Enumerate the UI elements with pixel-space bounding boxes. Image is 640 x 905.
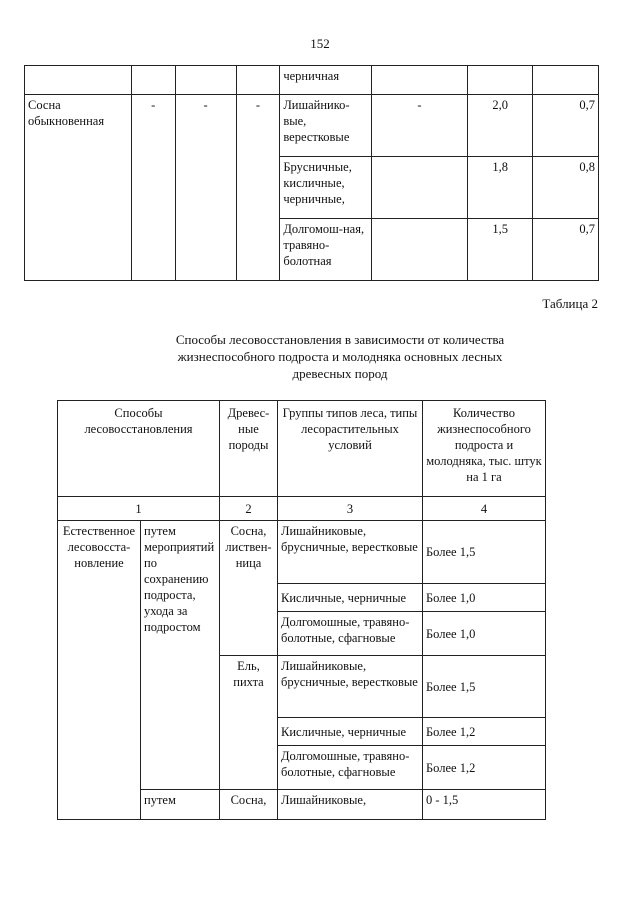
table-cell (25, 66, 132, 95)
forest-type-cell: Кисличные, черничные (278, 584, 423, 612)
table-cell (236, 66, 280, 95)
table-title (90, 331, 590, 382)
forest-type-cell: Лишайниковые, (278, 790, 423, 820)
species-cell: Сосна, листвен-ница (220, 521, 278, 656)
table-caption: Таблица 2 (542, 296, 598, 311)
header-methods: Способы лесовосстановления (58, 401, 220, 497)
count-cell: Более 1,0 (423, 584, 546, 612)
species-cell: Сосна, (220, 790, 278, 820)
count-cell: 0 - 1,5 (423, 790, 546, 820)
value-cell: 1,5 (468, 219, 533, 281)
forest-type-cell: черничная (280, 66, 372, 95)
reforestation-table (57, 400, 546, 820)
forest-type-cell: Долгомош-ная, травяно-болотная (280, 219, 372, 281)
value-cell (371, 157, 467, 219)
forest-type-cell: Кисличные, черничные (278, 718, 423, 746)
method-cell: путем (141, 790, 220, 820)
forest-type-cell: Лишайнико-вые, верестковые (280, 95, 372, 157)
page-number: 152 (310, 36, 330, 51)
species-cell: Сосна обыкновенная (25, 95, 132, 281)
value-cell: 2,0 (468, 95, 533, 157)
forest-type-cell: Лишайниковые, брусничные, верестковые (278, 521, 423, 584)
table-row (58, 521, 546, 584)
forest-type-cell: Брусничные, кисличные, черничные, (280, 157, 372, 219)
count-cell: Более 1,0 (423, 612, 546, 656)
table-cell (468, 66, 533, 95)
column-number: 1 (58, 497, 220, 521)
count-cell: Более 1,5 (423, 521, 546, 584)
count-cell: Более 1,2 (423, 746, 546, 790)
species-cell: Ель, пихта (220, 656, 278, 790)
dash-cell: - (131, 95, 175, 281)
value-cell: 0,8 (533, 157, 599, 219)
column-number: 4 (423, 497, 546, 521)
dash-cell: - (175, 95, 236, 281)
natural-regeneration-cell: Естественное лесовосста-новление (58, 521, 141, 820)
dash-cell: - (236, 95, 280, 281)
value-cell: 1,8 (468, 157, 533, 219)
table-row (25, 66, 599, 95)
table-cell (371, 66, 467, 95)
table-title-line: древесных пород (292, 366, 388, 381)
table-row (25, 95, 599, 157)
table-title-line: Способы лесовосстановления в зависимости от количества (175, 332, 505, 347)
count-cell: Более 1,2 (423, 718, 546, 746)
value-cell: 0,7 (533, 219, 599, 281)
column-number: 2 (220, 497, 278, 521)
column-number: 3 (278, 497, 423, 521)
method-cell: путем мероприятий по сохранению подроста, ухода за подростом (141, 521, 220, 790)
table-cell (131, 66, 175, 95)
value-cell (371, 219, 467, 281)
column-number-row (58, 497, 546, 521)
table-cell (175, 66, 236, 95)
forest-type-cell: Долгомошные, травяно-болотные, сфагновые (278, 612, 423, 656)
header-count: Количество жизнеспособного подроста и молодняка, тыс. штук на 1 га (423, 401, 546, 497)
header-species: Древес-ные породы (220, 401, 278, 497)
table-title-line: жизнеспособного подроста и молодняка основных лесных (177, 349, 503, 364)
value-cell: 0,7 (533, 95, 599, 157)
header-row (58, 401, 546, 497)
forest-type-cell: Долгомошные, травяно-болотные, сфагновые (278, 746, 423, 790)
header-forest-groups: Группы типов леса, типы лесорастительных условий (278, 401, 423, 497)
count-cell: Более 1,5 (423, 656, 546, 718)
forest-table-continued (24, 65, 599, 281)
forest-type-cell: Лишайниковые, брусничные, верестковые (278, 656, 423, 718)
value-cell: - (371, 95, 467, 157)
table-cell (533, 66, 599, 95)
